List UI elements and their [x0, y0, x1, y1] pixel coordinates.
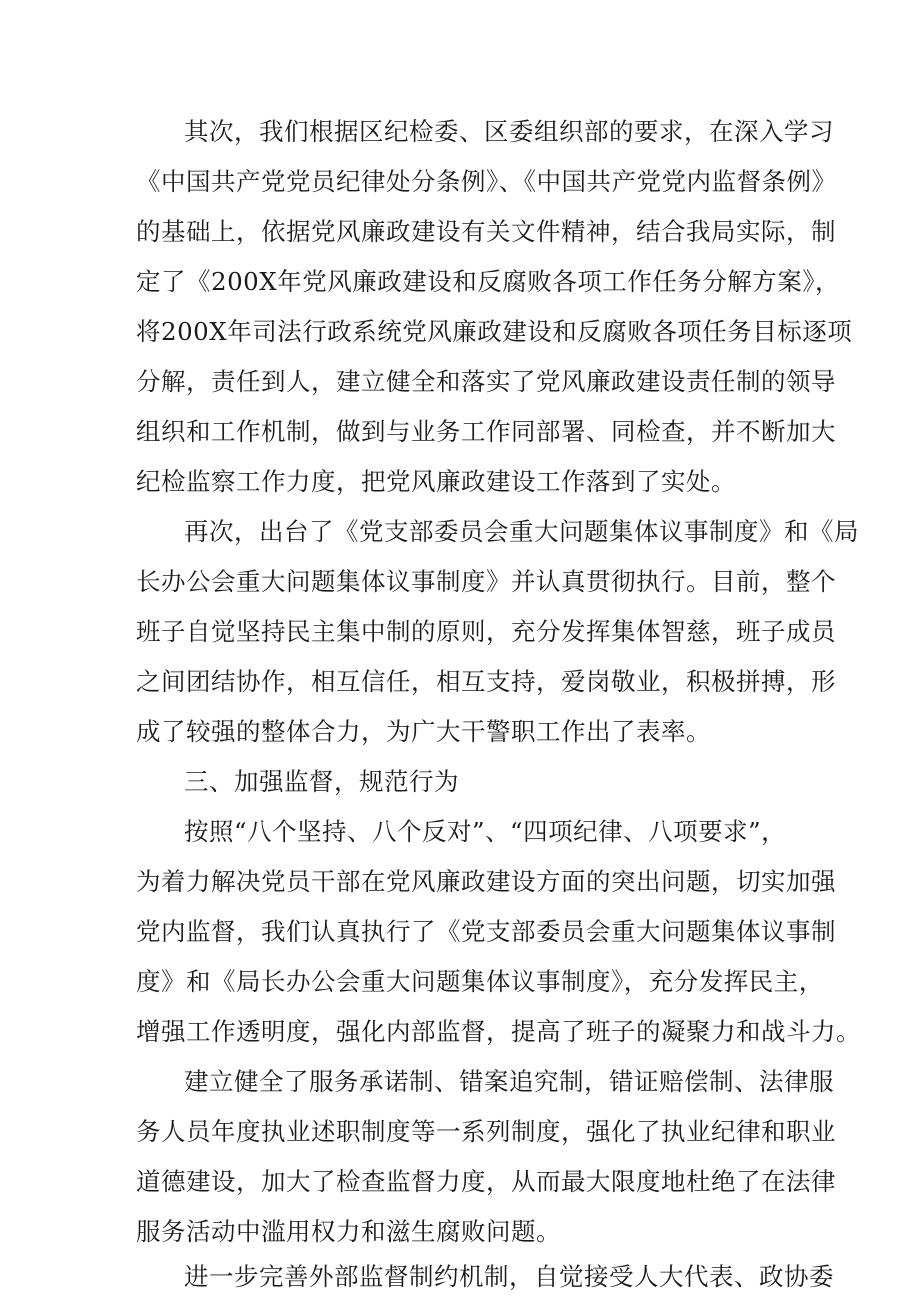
paragraph-5-line-1: 进一步完善外部监督制约机制，自觉接受人大代表、政协委: [184, 1262, 834, 1291]
paragraph-1-line-5: 将200X年司法行政系统党风廉政建设和反腐败各项任务目标逐项: [136, 317, 853, 346]
paragraph-1-line-1: 其次，我们根据区纪检委、区委组织部的要求，在深入学习: [184, 117, 834, 146]
paragraph-2-line-5: 成了较强的整体合力，为广大干警职工作出了表率。: [136, 717, 711, 746]
paragraph-3-line-2: 为着力解决党员干部在党风廉政建设方面的突出问题，切实加强: [136, 867, 836, 896]
paragraph-2-line-4: 之间团结协作，相互信任，相互支持，爱岗敬业，积极拼搏，形: [136, 667, 836, 696]
paragraph-1-line-3: 的基础上，依据党风廉政建设有关文件精神，结合我局实际，制: [136, 217, 836, 246]
paragraph-4-line-1: 建立健全了服务承诺制、错案追究制，错证赔偿制、法律服: [184, 1067, 834, 1096]
paragraph-2-line-3: 班子自觉坚持民主集中制的原则，充分发挥集体智慈，班子成员: [136, 617, 836, 646]
paragraph-1-line-7: 组织和工作机制，做到与业务工作同部署、同检查，并不断加大: [136, 417, 836, 446]
paragraph-4-line-3: 道德建设，加大了检查监督力度，从而最大限度地杜绝了在法律: [136, 1167, 836, 1196]
paragraph-2-line-1: 再次，出台了《党支部委员会重大问题集体议事制度》和《局: [184, 517, 859, 546]
paragraph-1-line-2: 《中国共产党党员纪律处分条例》、《中国共产党党内监督条例》: [136, 167, 837, 196]
paragraph-4-line-2: 务人员年度执业述职制度等一系列制度，强化了执业纪律和职业: [136, 1117, 836, 1146]
paragraph-4-line-4: 服务活动中滥用权力和滋生腐败问题。: [136, 1217, 561, 1246]
paragraph-3-line-3: 党内监督，我们认真执行了《党支部委员会重大问题集体议事制: [136, 917, 836, 946]
section-heading: 三、加强监督，规范行为: [184, 767, 459, 796]
paragraph-1-line-6: 分解，责任到人，建立健全和落实了党风廉政建设责任制的领导: [136, 367, 836, 396]
paragraph-1-line-8: 纪检监察工作力度，把党风廉政建设工作落到了实处。: [136, 467, 736, 496]
paragraph-3-line-4: 度》和《局长办公会重大问题集体议事制度》，充分发挥民主，: [136, 967, 824, 996]
paragraph-3-line-5: 增强工作透明度，强化内部监督，提高了班子的凝聚力和战斗力。: [136, 1017, 861, 1046]
paragraph-2-line-2: 长办公会重大问题集体议事制度》并认真贯彻执行。目前，整个: [136, 567, 836, 596]
paragraph-3-line-1: 按照“八个坚持、八个反对”、“四项纪律、八项要求”，: [184, 817, 787, 846]
paragraph-1-line-4: 定了《200X年党风廉政建设和反腐败各项工作任务分解方案》，: [136, 267, 840, 296]
